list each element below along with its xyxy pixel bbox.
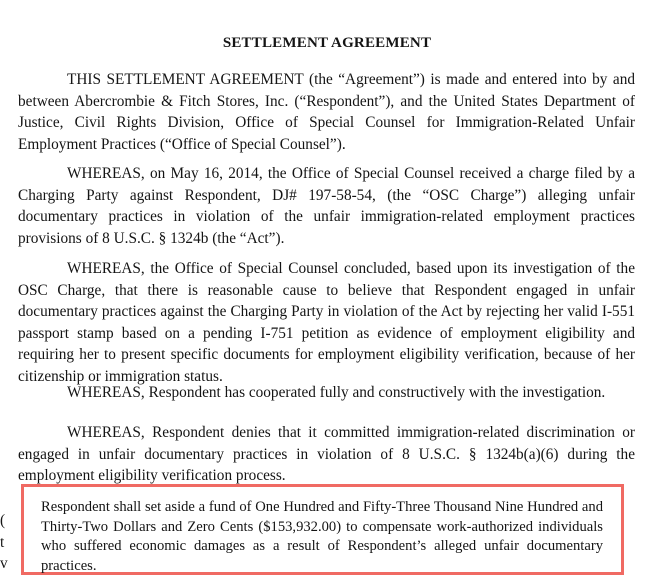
agreement-intro-paragraph: THIS SETTLEMENT AGREEMENT (the “Agreement”) is made and entered into by and between Abercrombie & Fitch Stores, Inc. (“Respondent”), and the United States Department of Justice, Civil Rights Division, Office of Special Counsel for Immigration-Related Unfair Employment Practices (“Office of Special Counsel”). — [18, 71, 635, 153]
whereas-charge-paragraph: WHEREAS, on May 16, 2014, the Office of Special Counsel received a charge filed by a Charging Party against Respondent, DJ# 197-58-54, (the “OSC Charge”) alleging unfair documentary practices in violation of the unfair immigration-related employment practices provisions of 8 U.S.C. § 1324b (the “Act”). — [18, 165, 635, 247]
edge-char: ( — [0, 512, 6, 529]
highlight-callout-text: Respondent shall set aside a fund of One Hundred and Fifty-Three Thousand Nine Hundred and Thirty-Two Dollars and Zero Cents ($153,932.00) to compensate work-authorized individuals who suffered economic damages as a result of Respondent’s alleged unfair documentary practices. — [41, 499, 603, 574]
document-title: SETTLEMENT AGREEMENT — [222, 35, 432, 51]
obscured-text-fragments — [0, 510, 12, 575]
edge-char: v — [0, 555, 8, 572]
highlight-callout-box — [21, 484, 624, 575]
edge-char: t — [0, 533, 5, 551]
whereas-cooperation-paragraph: WHEREAS, Respondent has cooperated fully and constructively with the investigation. — [67, 384, 606, 401]
whereas-investigation-paragraph: WHEREAS, the Office of Special Counsel concluded, based upon its investigation of the OSC Charge, that there is reasonable cause to believe that Respondent engaged in unfair documentary practices against the Charging Party in violation of the Act by rejecting her valid I-551 passport stamp based on a pending I-751 petition as evidence of employment eligibility and requiring her to present specific documents for employment eligibility verification, because of her citizenship or immigration status. — [18, 260, 635, 385]
whereas-denial-paragraph: WHEREAS, Respondent denies that it committed immigration-related discrimination or engaged in unfair documentary practices in violation of 8 U.S.C. § 1324b(a)(6) during the employment eligibility verification process. — [18, 424, 635, 484]
